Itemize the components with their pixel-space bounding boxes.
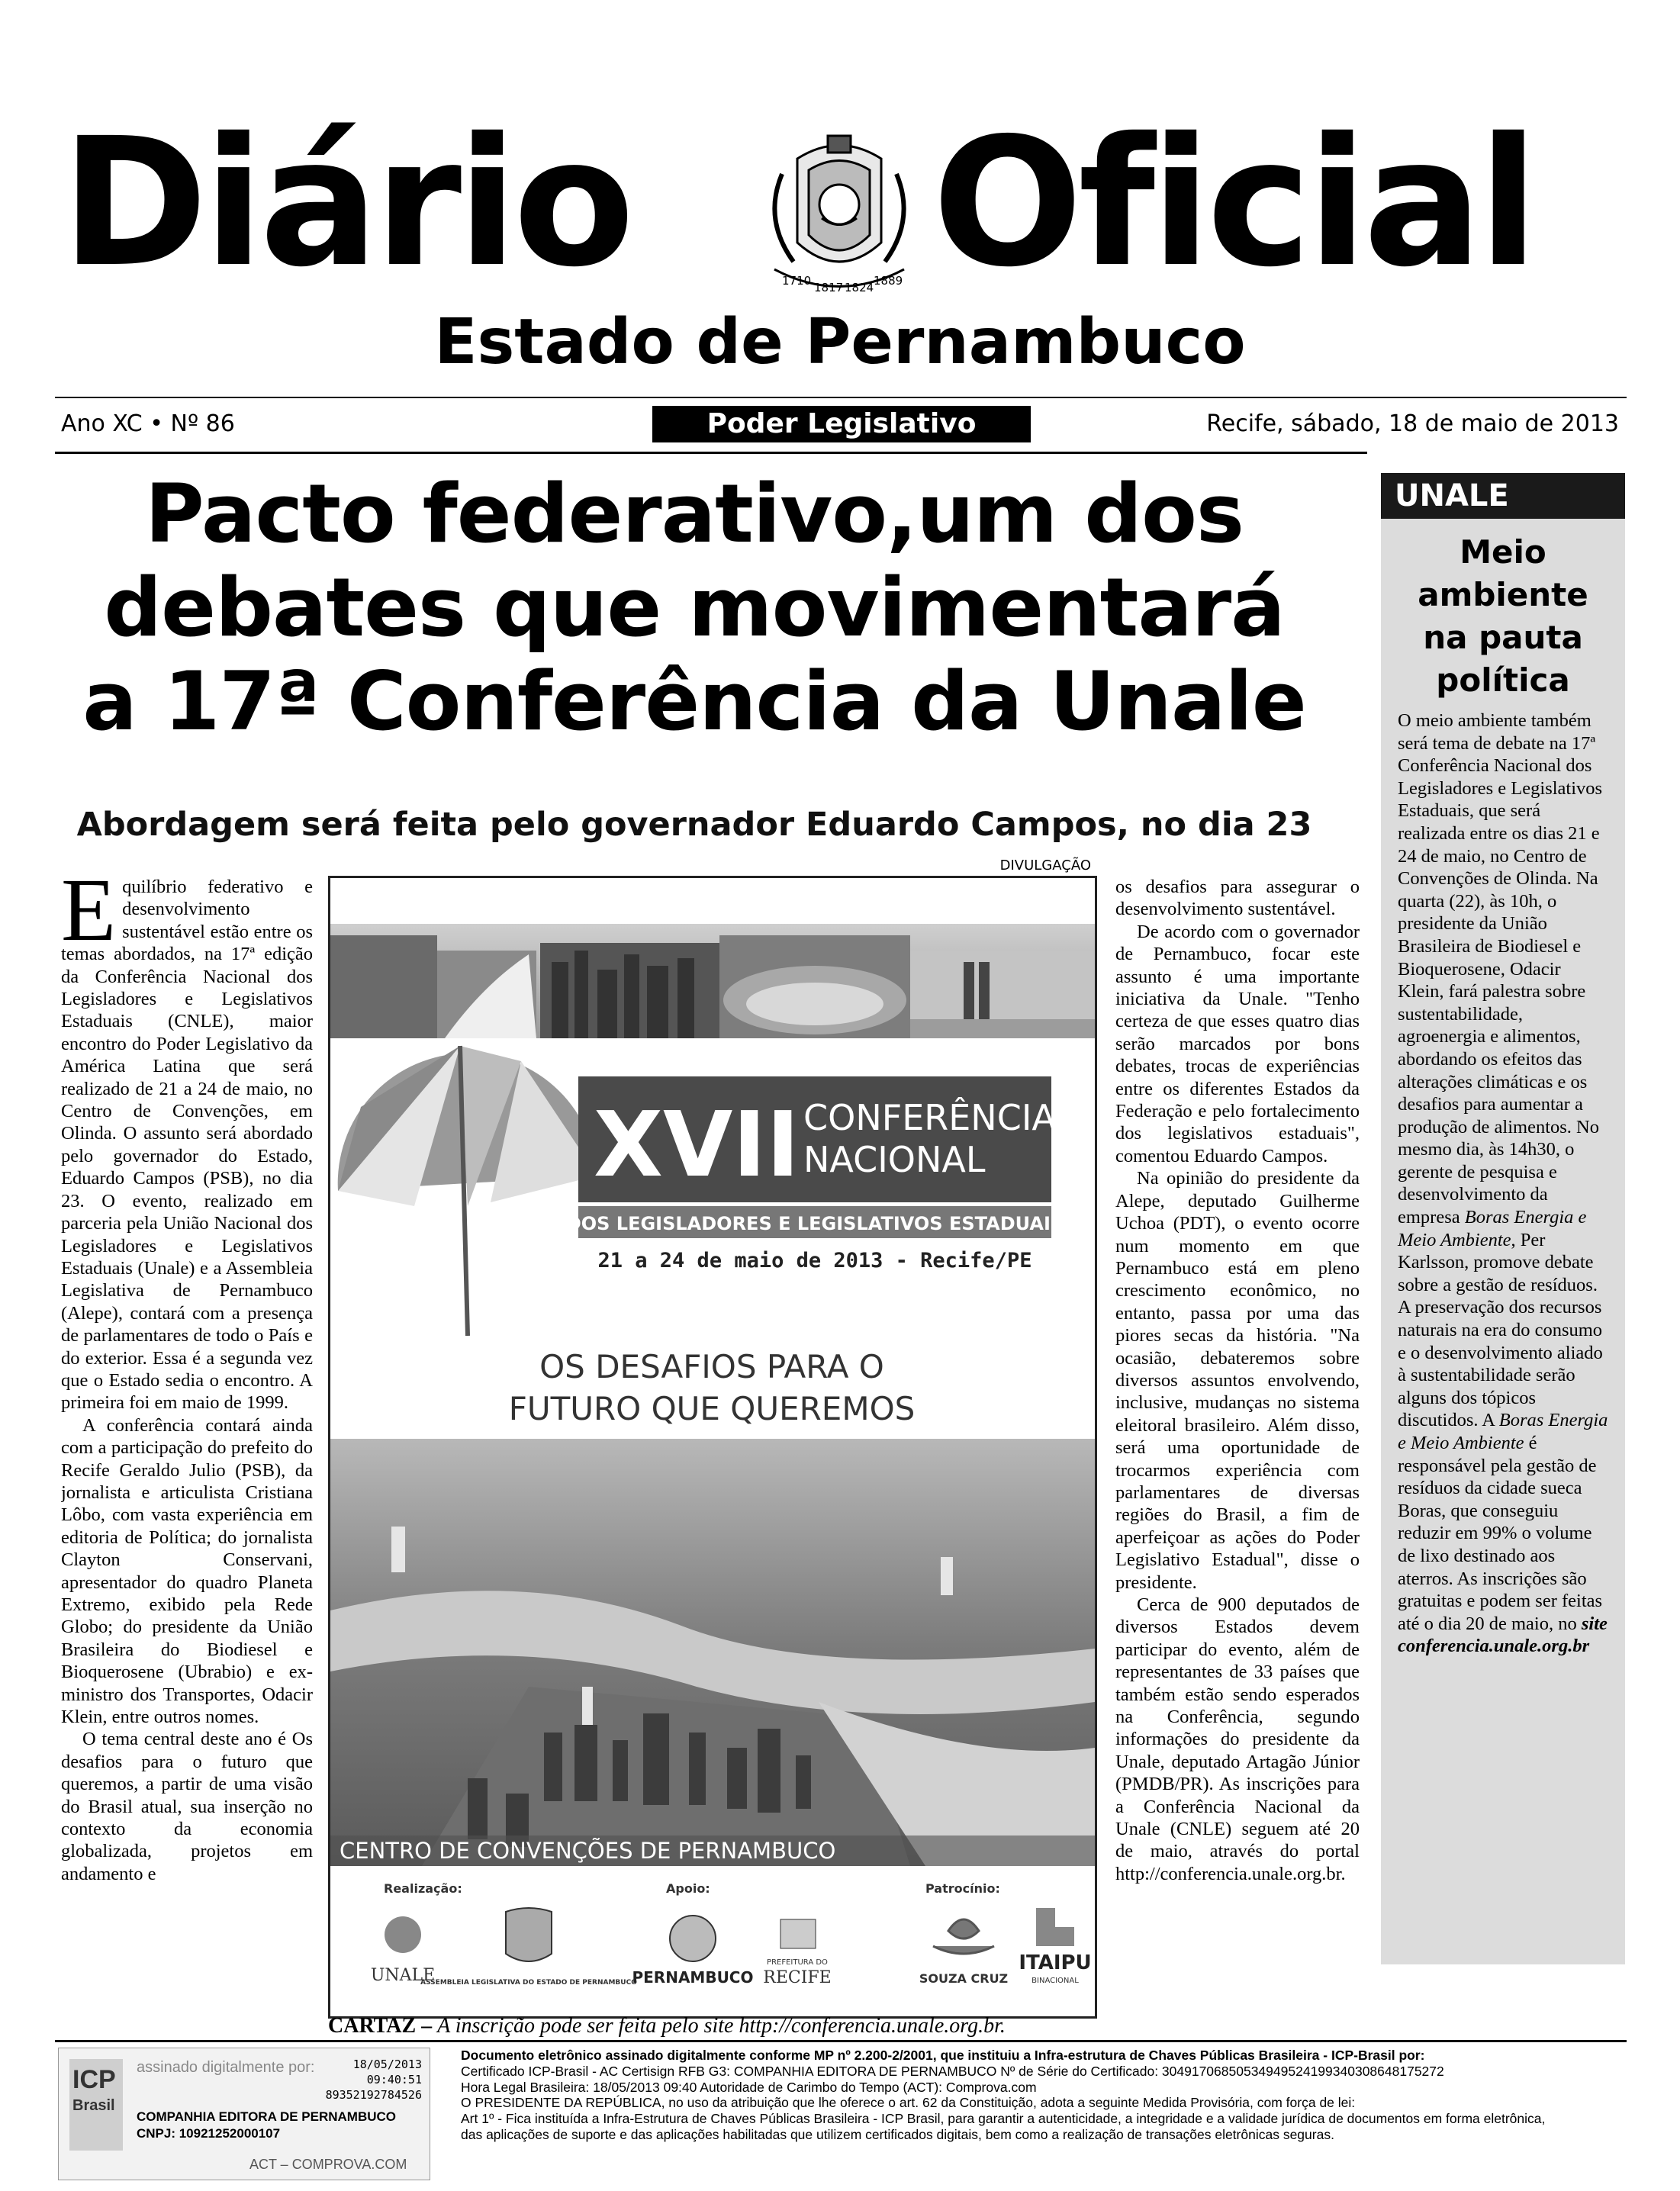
crest-year-1: 1710: [782, 274, 812, 288]
stamp-date: 18/05/2013: [352, 2057, 422, 2071]
issue-date: Recife, sábado, 18 de maio de 2013: [1206, 410, 1619, 437]
poster-roman-numeral: XVII: [594, 1092, 800, 1197]
paragraph: De acordo com o governador de Pernambuco, focar este assunto é uma importante iniciativa da Unale. "Tenho certeza de que esses quatro dias serão marcados por bons debates, trocas de experiências entre os diferentes Estados da Federação e pelo fortalecimento dos legislativos estaduais", comentou Eduardo Campos.: [1115, 921, 1360, 1166]
poster-conference: CONFERÊNCIA: [803, 1097, 1056, 1138]
stamp-company: COMPANHIA EDITORA DE PERNAMBUCO: [137, 2109, 397, 2124]
paragraph: Na opinião do presidente da Alepe, deputado Guilherme Uchoa (PDT), o evento ocorre num momento em que Pernambuco está em pleno crescimento econômico, no entanto, passa por uma das piores secas da história. "Na ocasião, debateremos sobre diversos assuntos envolvendo, inclusive, mudanças no sistema eleitoral brasileiro. Além disso, será uma oportunidade de trocarmos experiência com parlamentares de diversas regiões do Brasil, a fim de aperfeiçoar as ações do Poder Legislativo Estadual", disse o presidente.: [1115, 1168, 1360, 1593]
logo-unale: UNALE: [370, 1966, 436, 1985]
poster-graphic: [330, 878, 1095, 2016]
article-column-1: [61, 876, 313, 2028]
footer-line: das aplicações de suporte e das aplicações habilitadas que utilizem certificados digitais, bem como a realização de transações eletrônicas seguras.: [461, 2126, 1334, 2142]
logo-itaipu-sub: BINACIONAL: [1031, 1977, 1079, 1985]
paragraph: os desafios para assegurar o desenvolvimento sustentável.: [1115, 877, 1360, 920]
sidebar-title-line: ambiente: [1418, 576, 1588, 613]
paragraph: O tema central deste ano é Os desafios para o futuro que queremos, a partir de uma visão do Brasil atual, sua inserção no contexto da economia globalizada, projetos em andamento e: [61, 1729, 313, 1884]
photo-credit: DIVULGAÇÃO: [999, 857, 1091, 874]
paragraph: Equilíbrio federativo e desenvolvimento sustentável estão entre os temas abordados, na 17ª edição da Conferência Nacional dos Legisladores e Legislativos Estaduais (CNLE), maior encontro do Poder Legislativo da América Latina que será realizado de 21 a 24 de maio, no Centro de Convenções, em Olinda. O assunto será abordado pelo governador do Estado, Eduardo Campos (PSB), no dia 23. O evento, realizado em parceria pela União Nacional dos Legisladores e Legislativos Estaduais (Unale) e a Assembleia Legislativa de Pernambuco (Alepe), contará com a presença de parlamentares de todo o País e do exterior. Essa é a segunda vez que o Estado sedia o encontro. A primeira foi em maio de 1999.: [61, 876, 313, 1414]
poster-apoio: Apoio:: [666, 1881, 710, 1896]
stamp-act: ACT – COMPROVA.COM: [249, 2157, 407, 2172]
sidebar-title: [1381, 531, 1625, 702]
poster-theme-2: FUTURO QUE QUEREMOS: [508, 1390, 916, 1427]
poster-venue: CENTRO DE CONVENÇÕES DE PERNAMBUCO: [340, 1838, 836, 1864]
poster-theme-1: OS DESAFIOS PARA O: [539, 1348, 884, 1385]
brasil-label: Brasil: [72, 2097, 115, 2114]
masthead-title-left: Diário: [61, 100, 630, 306]
poster-national: NACIONAL: [803, 1139, 986, 1180]
poster-realizacao: Realização:: [384, 1881, 462, 1896]
event-poster: [328, 876, 1097, 2019]
icp-label: ICP: [72, 2065, 116, 2094]
sidebar-label: UNALE: [1381, 473, 1625, 519]
issue-number: Ano XC • Nº 86: [61, 410, 235, 437]
paragraph: Cerca de 900 deputados de diversos Estados devem participar do evento, além de representantes de 33 países que também estão sendo esperados na Conferência, segundo informações do presidente da Unale, deputado Artagão Júnior (PMDB/PR). As inscrições para a Conferência Nacional da Unale (CNLE) seguem até 20 de maio, através do portal http://conferencia.unale.org.br.: [1115, 1594, 1360, 1884]
stamp-time: 09:40:51: [366, 2073, 422, 2086]
sidebar-title-line: política: [1436, 661, 1570, 699]
footer-legal-text: [461, 2048, 1636, 2143]
poster-dates: 21 a 24 de maio de 2013 - Recife/PE: [597, 1249, 1032, 1272]
stamp-code: 89352192784526: [325, 2088, 422, 2102]
logo-souza-cruz: SOUZA CRUZ: [919, 1971, 1009, 1986]
bar-rule: [55, 452, 1367, 454]
logo-recife: RECIFE: [763, 1968, 832, 1987]
signed-label: assinado digitalmente por:: [137, 2059, 315, 2076]
logo-itaipu: ITAIPU: [1019, 1951, 1092, 1974]
footer-line: Hora Legal Brasileira: 18/05/2013 09:40 Autoridade de Carimbo do Tempo (ACT): Comprova.com: [461, 2079, 1037, 2095]
caption-text: A inscrição pode ser feita pelo site http://conferencia.unale.org.br.: [437, 2014, 1006, 2038]
logo-alepe: ASSEMBLEIA LEGISLATIVA DO ESTADO DE PERNAMBUCO: [420, 1979, 637, 1987]
poster-caption: [328, 2014, 1099, 2038]
headline-line: a 17ª Conferência da Unale: [82, 655, 1306, 748]
article-column-3: [1115, 876, 1360, 2035]
headline-line: Pacto federativo,um dos: [145, 467, 1244, 561]
logo-pernambuco: PERNAMBUCO: [632, 1968, 754, 1987]
sidebar-body: O meio ambiente também será tema de debate na 17ª Conferência Nacional dos Legisladores e Legislativos Estaduais, que será realizada entre os dias 21 e 24 de maio, no Centro de Convenções de Olinda. Na quarta (22), às 10h, o presidente da União Brasileira de Biodiesel e Bioquerosene, Odacir Klein, fará palestra sobre sustentabilidade, agroenergia e alimentos, abordando os efeitos das alterações climáticas e os desafios para aumentar a produção de alimentos. No mesmo dia, às 14h30, o gerente de pesquisa e desenvolvimento da empresa Boras Energia e Meio Ambiente, Per Karlsson, promove debate sobre a gestão de resíduos. A preservação dos recursos naturais na era do consumo e o desenvolvimento aliado à sustentabilidade serão alguns dos tópicos discutidos. A Boras Energia e Meio Ambiente é responsável pela gestão de resíduos da cidade sueca Boras, que conseguiu reduzir em 99% o volume de lixo destinado aos aterros. As inscrições são gratuitas e podem ser feitas até o dia 20 de maio, no site conferencia.unale.org.br: [1398, 710, 1608, 1657]
sidebar-title-line: na pauta: [1423, 619, 1583, 656]
caption-lead: CARTAZ –: [328, 2014, 433, 2038]
footer-line: O PRESIDENTE DA REPÚBLICA, no uso da atribuição que lhe oferece o art. 62 da Constituição, adota a seguinte Medida Provisória, com força de lei:: [461, 2095, 1356, 2111]
drop-cap: E: [61, 876, 117, 960]
masthead-subtitle: Estado de Pernambuco: [434, 306, 1246, 378]
poster-strip: DOS LEGISLADORES E LEGISLATIVOS ESTADUAIS: [565, 1213, 1064, 1234]
footer-line: Documento eletrônico assinado digitalmente conforme MP nº 2.200-2/2001, que instituiu a Infra-estrutura de Chaves Públicas Brasileira - ICP-Brasil por:: [461, 2048, 1425, 2063]
footer-line: Certificado ICP-Brasil - AC Certisign RFB G3: COMPANHIA EDITORA DE PERNAMBUCO Nº de Série do Certificado: 30491706850534949524199340308648175272: [461, 2063, 1444, 2079]
state-crest-icon: [751, 128, 927, 304]
logo-recife-small: PREFEITURA DO: [767, 1958, 828, 1967]
stamp-cnpj: CNPJ: 10921252000107: [137, 2126, 281, 2141]
crest-year-2: 1817: [814, 281, 844, 294]
poster-patrocinio: Patrocínio:: [925, 1881, 1000, 1896]
masthead-title-right: Oficial: [932, 100, 1534, 306]
headline-line: debates que movimentará: [104, 561, 1285, 655]
sidebar-title-line: Meio: [1460, 533, 1546, 571]
top-rule: [55, 397, 1627, 398]
headline: [46, 467, 1343, 748]
paragraph: A conferência contará ainda com a participação do prefeito do Recife Geraldo Julio (PSB), da jornalista e articulista Cristiana Lôbo, com vasta experiência em editoria de Política; do jornalista Clayton Conservani, apresentador do quadro Planeta Extremo, exibido pela Rede Globo; do presidente da União Brasileira do Biodiesel e Bioquerosene (Ubrabio) e ex-ministro dos Transportes, Odacir Klein, entre outros nomes.: [61, 1414, 313, 1728]
footer-rule: [55, 2040, 1627, 2042]
section-label: Poder Legislativo: [652, 406, 1031, 442]
crest-year-4: 1889: [874, 274, 903, 288]
footer-line: Art 1º - Fica instituída a Infra-Estrutura de Chaves Públicas Brasileira - ICP Brasil, para garantir a autenticidade, a integridade e a validade jurídica de documentos em forma eletrônica,: [461, 2111, 1546, 2127]
digital-signature-stamp: [58, 2048, 430, 2180]
crest-year-3: 1824: [845, 281, 874, 294]
deck: Abordagem será feita pelo governador Eduardo Campos, no dia 23: [76, 806, 1312, 844]
